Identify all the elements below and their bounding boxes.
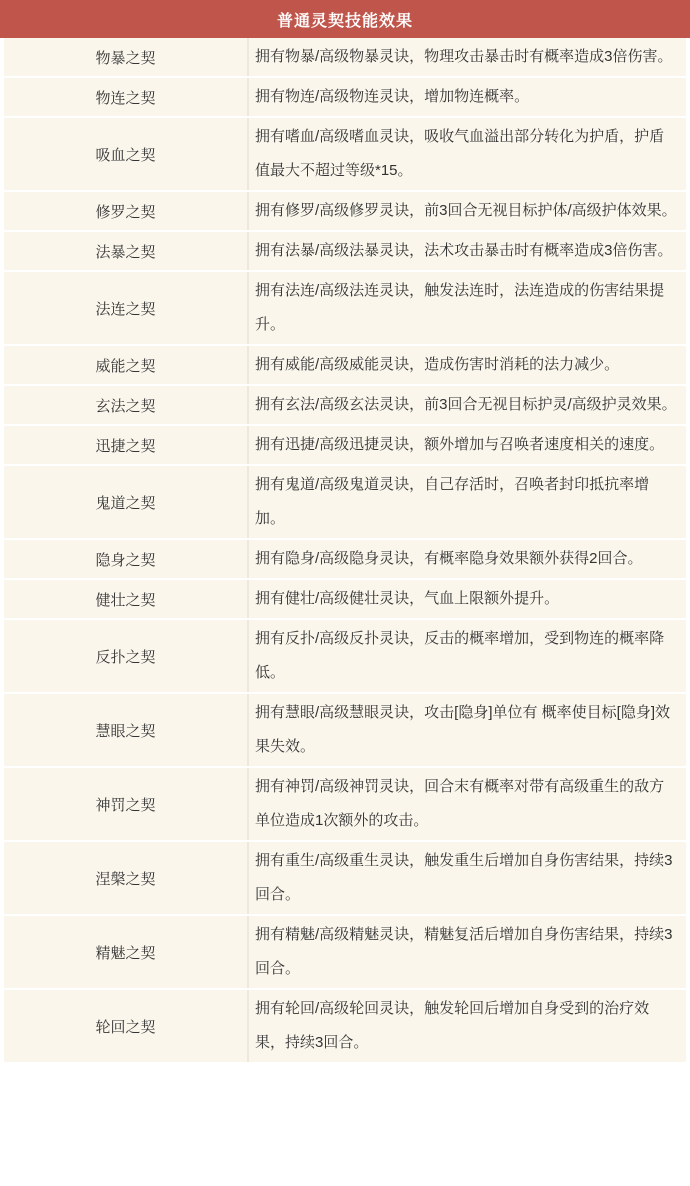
contract-effect-cell <box>247 78 686 116</box>
contract-name: 修罗之契 <box>95 203 156 221</box>
contract-name-cell <box>4 192 247 230</box>
contract-effect-text: 拥有轮回/高级轮回灵诀，触发轮回后增加自身受到的治疗效果，持续3回合。 <box>255 1000 650 1051</box>
contract-name-cell <box>4 466 247 538</box>
contract-effect-cell <box>247 842 686 914</box>
contract-effect-cell <box>247 620 686 692</box>
contract-name-cell <box>4 620 247 692</box>
table-row <box>4 840 686 914</box>
table-row <box>4 988 686 1062</box>
contract-effect-text: 拥有隐身/高级隐身灵诀，有概率隐身效果额外获得2回合。 <box>255 550 643 567</box>
contract-effect-cell <box>247 232 686 270</box>
contract-name: 物连之契 <box>95 89 156 107</box>
contract-effect-cell <box>247 38 686 76</box>
table-row <box>4 914 686 988</box>
contract-name-cell <box>4 916 247 988</box>
contract-table-body <box>4 38 686 1062</box>
table-row <box>4 464 686 538</box>
contract-name: 轮回之契 <box>95 1018 156 1036</box>
contract-name-cell <box>4 78 247 116</box>
contract-name-cell <box>4 426 247 464</box>
contract-name-cell <box>4 232 247 270</box>
contract-effect-text: 拥有反扑/高级反扑灵诀，反击的概率增加，受到物连的概率降低。 <box>255 630 665 681</box>
contract-effect-cell <box>247 346 686 384</box>
contract-name-cell <box>4 38 247 76</box>
contract-effect-text: 拥有鬼道/高级鬼道灵诀，自己存活时，召唤者封印抵抗率增加。 <box>255 476 650 527</box>
contract-name: 威能之契 <box>95 357 156 375</box>
table-row <box>4 190 686 230</box>
contract-name: 法暴之契 <box>95 243 156 261</box>
contract-effect-cell <box>247 118 686 190</box>
contract-effect-cell <box>247 426 686 464</box>
contract-effect-cell <box>247 192 686 230</box>
contract-effect-text: 拥有慧眼/高级慧眼灵诀，攻击[隐身]单位有 概率使目标[隐身]效果失效。 <box>255 704 671 755</box>
contract-name: 慧眼之契 <box>95 722 156 740</box>
contract-name-cell <box>4 580 247 618</box>
table-row <box>4 618 686 692</box>
contract-effect-text: 拥有健壮/高级健壮灵诀，气血上限额外提升。 <box>255 590 560 607</box>
contract-name-cell <box>4 118 247 190</box>
contract-name: 法连之契 <box>95 300 156 318</box>
contract-name: 迅捷之契 <box>95 437 156 455</box>
table-row <box>4 76 686 116</box>
contract-name-cell <box>4 272 247 344</box>
page-title: 普通灵契技能效果 <box>276 12 413 30</box>
table-row <box>4 538 686 578</box>
contract-effect-text: 拥有法连/高级法连灵诀，触发法连时，法连造成的伤害结果提升。 <box>255 282 665 333</box>
table-row <box>4 270 686 344</box>
table-row <box>4 578 686 618</box>
contract-effect-text: 拥有精魅/高级精魅灵诀，精魅复活后增加自身伤害结果，持续3回合。 <box>255 926 673 977</box>
contract-effect-text: 拥有迅捷/高级迅捷灵诀，额外增加与召唤者速度相关的速度。 <box>255 436 665 453</box>
contract-name: 吸血之契 <box>95 146 156 164</box>
contract-effect-cell <box>247 272 686 344</box>
contract-effect-cell <box>247 540 686 578</box>
contract-name-cell <box>4 346 247 384</box>
contract-name: 鬼道之契 <box>95 494 156 512</box>
contract-effect-text: 拥有物连/高级物连灵诀，增加物连概率。 <box>255 88 530 105</box>
contract-effect-cell <box>247 386 686 424</box>
table-row <box>4 38 686 76</box>
contract-name: 健壮之契 <box>95 591 156 609</box>
contract-effect-text: 拥有重生/高级重生灵诀，触发重生后增加自身伤害结果，持续3回合。 <box>255 852 673 903</box>
contract-name: 反扑之契 <box>95 648 156 666</box>
contract-effect-text: 拥有嗜血/高级嗜血灵诀，吸收气血溢出部分转化为护盾，护盾值最大不超过等级*15。 <box>255 128 665 179</box>
contract-name-cell <box>4 842 247 914</box>
contract-name-cell <box>4 540 247 578</box>
contract-name-cell <box>4 990 247 1062</box>
contract-name: 精魅之契 <box>95 944 156 962</box>
contract-name-cell <box>4 694 247 766</box>
contract-effect-text: 拥有物暴/高级物暴灵诀，物理攻击暴击时有概率造成3倍伤害。 <box>255 48 673 65</box>
contract-effect-text: 拥有修罗/高级修罗灵诀，前3回合无视目标护体/高级护体效果。 <box>255 202 677 219</box>
table-row <box>4 692 686 766</box>
contract-effect-cell <box>247 694 686 766</box>
table-row <box>4 116 686 190</box>
contract-effect-text: 拥有法暴/高级法暴灵诀，法术攻击暴击时有概率造成3倍伤害。 <box>255 242 673 259</box>
contract-name: 神罚之契 <box>95 796 156 814</box>
table-header-bar <box>0 0 690 38</box>
contract-name-cell <box>4 768 247 840</box>
contract-effect-cell <box>247 916 686 988</box>
contract-effect-cell <box>247 990 686 1062</box>
contract-name: 玄法之契 <box>95 397 156 415</box>
contract-name: 涅槃之契 <box>95 870 156 888</box>
contract-effect-text: 拥有神罚/高级神罚灵诀，回合末有概率对带有高级重生的敌方单位造成1次额外的攻击。 <box>255 778 665 829</box>
table-row <box>4 384 686 424</box>
contract-effect-cell <box>247 580 686 618</box>
contract-effect-text: 拥有玄法/高级玄法灵诀，前3回合无视目标护灵/高级护灵效果。 <box>255 396 677 413</box>
table-row <box>4 230 686 270</box>
contract-effect-cell <box>247 466 686 538</box>
table-row <box>4 766 686 840</box>
table-row <box>4 344 686 384</box>
contract-effect-cell <box>247 768 686 840</box>
contract-name-cell <box>4 386 247 424</box>
contract-name: 物暴之契 <box>95 49 156 67</box>
table-row <box>4 424 686 464</box>
contract-name: 隐身之契 <box>95 551 156 569</box>
contract-effect-text: 拥有威能/高级威能灵诀，造成伤害时消耗的法力减少。 <box>255 356 620 373</box>
